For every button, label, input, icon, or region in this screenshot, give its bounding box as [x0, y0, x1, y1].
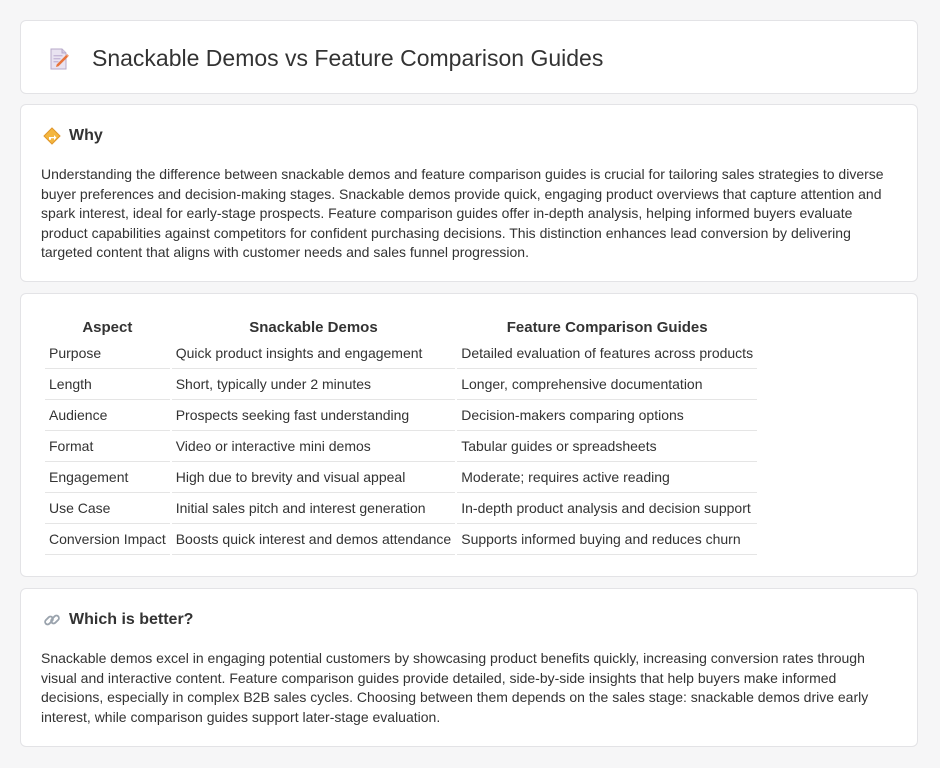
table-cell: Quick product insights and engagement	[172, 338, 456, 369]
table-cell: High due to brevity and visual appeal	[172, 462, 456, 493]
page-title: Snackable Demos vs Feature Comparison Guides	[92, 45, 604, 71]
link-icon	[43, 611, 61, 629]
why-text: Understanding the difference between snackable demos and feature comparison guides is crucial for tailoring sales strategies to diverse buyer preferences and decision-making stages. Snackable demos provide quick, engaging product overviews that capture attention and spark interest, ideal for early-stage prospects. Feature comparison guides offer in-depth analysis, helping informed buyers evaluate product capabilities against competitors for confident purchasing decisions. This distinction enhances lead conversion by delivering targeted content that aligns with customer needs and sales funnel progression.	[41, 166, 884, 261]
document-pencil-icon	[47, 47, 71, 71]
table-row	[45, 369, 757, 400]
better-text: Snackable demos excel in engaging potential customers by showcasing product benefits quickly, increasing conversion rates through visual and interactive content. Feature comparison guides provide detailed, side-by-side insights that help buyers make informed decisions, especially in complex B2B sales cycles. Choosing between them depends on the sales stage: snackable demos drive early interest, while comparison guides support later-stage evaluation.	[41, 650, 869, 725]
table-cell: Conversion Impact	[45, 524, 170, 555]
table-cell: Detailed evaluation of features across products	[457, 338, 757, 369]
table-row	[45, 400, 757, 431]
table-row	[45, 431, 757, 462]
table-cell: Moderate; requires active reading	[457, 462, 757, 493]
better-heading: Which is better?	[69, 611, 194, 628]
header-snackable-demos: Snackable Demos	[249, 318, 378, 336]
table-cell: Initial sales pitch and interest generation	[172, 493, 456, 524]
table-cell: Decision-makers comparing options	[457, 400, 757, 431]
table-cell: Tabular guides or spreadsheets	[457, 431, 757, 462]
why-heading: Why	[69, 127, 103, 144]
table-cell: Format	[45, 431, 170, 462]
better-header	[43, 609, 193, 631]
table-cell: Boosts quick interest and demos attendance	[172, 524, 456, 555]
table-header-row	[45, 316, 757, 338]
table-cell: Engagement	[45, 462, 170, 493]
table-cell: Length	[45, 369, 170, 400]
table-cell: Use Case	[45, 493, 170, 524]
why-header	[43, 125, 103, 147]
table-row	[45, 338, 757, 369]
table-cell: Audience	[45, 400, 170, 431]
table-cell: Video or interactive mini demos	[172, 431, 456, 462]
table-cell: Prospects seeking fast understanding	[172, 400, 456, 431]
which-is-better-section	[20, 588, 918, 747]
table-row	[45, 462, 757, 493]
header-feature-comparison-guides: Feature Comparison Guides	[506, 318, 708, 336]
why-section	[20, 104, 918, 282]
comparison-table	[43, 316, 759, 555]
header-aspect: Aspect	[82, 318, 133, 336]
diamond-sign-icon	[43, 127, 61, 145]
table-cell: Short, typically under 2 minutes	[172, 369, 456, 400]
table-cell: Longer, comprehensive documentation	[457, 369, 757, 400]
table-row	[45, 524, 757, 555]
title-card	[20, 20, 918, 94]
table-cell: In-depth product analysis and decision support	[457, 493, 757, 524]
comparison-section	[20, 293, 918, 577]
table-row	[45, 493, 757, 524]
table-cell: Purpose	[45, 338, 170, 369]
table-cell: Supports informed buying and reduces churn	[457, 524, 757, 555]
